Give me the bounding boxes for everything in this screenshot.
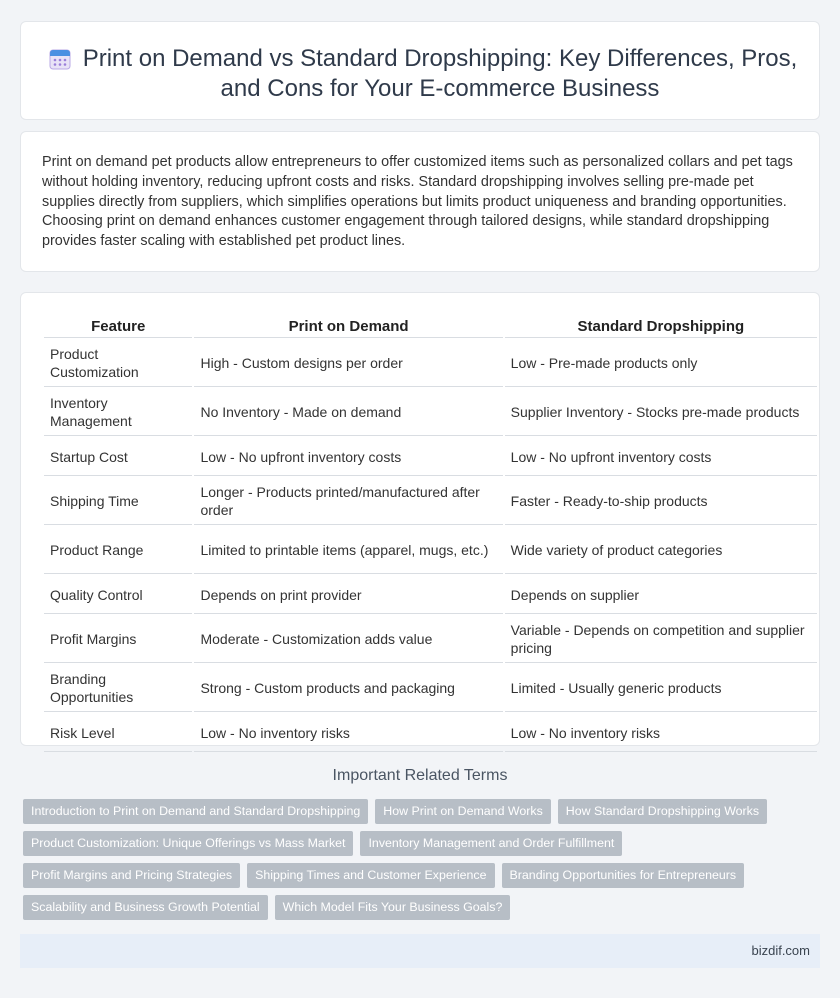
pod-cell: Moderate - Customization adds value (194, 616, 502, 663)
dropship-cell: Supplier Inventory - Stocks pre-made products (505, 389, 817, 436)
title-wrap (21, 44, 819, 104)
dropship-cell: Low - No inventory risks (505, 714, 817, 752)
pod-cell: Strong - Custom products and packaging (194, 665, 502, 712)
related-term-link[interactable]: Scalability and Business Growth Potential (23, 895, 268, 920)
table-row (44, 527, 817, 574)
pod-cell: No Inventory - Made on demand (194, 389, 502, 436)
header-feature: Feature (44, 316, 192, 338)
pod-cell: High - Custom designs per order (194, 340, 502, 387)
related-term-link[interactable]: Inventory Management and Order Fulfillment (360, 831, 622, 856)
dropship-cell: Limited - Usually generic products (505, 665, 817, 712)
pod-cell: Longer - Products printed/manufactured after order (194, 478, 502, 525)
table-row (44, 714, 817, 752)
dropship-cell: Faster - Ready-to-ship products (505, 478, 817, 525)
table-row (44, 478, 817, 525)
feature-cell: Branding Opportunities (44, 665, 192, 712)
related-term-link[interactable]: Which Model Fits Your Business Goals? (275, 895, 511, 920)
related-term-link[interactable]: Profit Margins and Pricing Strategies (23, 863, 240, 888)
feature-cell: Inventory Management (44, 389, 192, 436)
dropship-cell: Low - Pre-made products only (505, 340, 817, 387)
feature-cell: Product Customization (44, 340, 192, 387)
related-term-link[interactable]: Product Customization: Unique Offerings vs Mass Market (23, 831, 353, 856)
comparison-table (42, 314, 819, 754)
dropship-cell: Low - No upfront inventory costs (505, 438, 817, 476)
related-term-link[interactable]: How Print on Demand Works (375, 799, 551, 824)
table-row (44, 576, 817, 614)
pod-cell: Depends on print provider (194, 576, 502, 614)
footer-site-link[interactable]: bizdif.com (751, 943, 810, 958)
feature-cell: Startup Cost (44, 438, 192, 476)
related-term-link[interactable]: Shipping Times and Customer Experience (247, 863, 494, 888)
pod-cell: Limited to printable items (apparel, mugs, etc.) (194, 527, 502, 574)
dropship-cell: Wide variety of product categories (505, 527, 817, 574)
related-terms-list (23, 799, 803, 927)
related-term-link[interactable]: Branding Opportunities for Entrepreneurs (502, 863, 745, 888)
table-header-row (44, 316, 817, 338)
table-row (44, 665, 817, 712)
table-row (44, 340, 817, 387)
header-standard-dropshipping: Standard Dropshipping (505, 316, 817, 338)
comparison-card (20, 292, 820, 746)
feature-cell: Shipping Time (44, 478, 192, 525)
related-term-link[interactable]: How Standard Dropshipping Works (558, 799, 767, 824)
footer (20, 934, 820, 968)
dropship-cell: Depends on supplier (505, 576, 817, 614)
header-card (20, 21, 820, 120)
feature-cell: Product Range (44, 527, 192, 574)
pod-cell: Low - No upfront inventory costs (194, 438, 502, 476)
related-terms-title: Important Related Terms (332, 767, 508, 784)
page-title: Print on Demand vs Standard Dropshipping: Key Differences, Pros, and Cons for Your E-commerce Business (82, 45, 798, 102)
feature-cell: Profit Margins (44, 616, 192, 663)
table-row (44, 389, 817, 436)
related-term-link[interactable]: Introduction to Print on Demand and Standard Dropshipping (23, 799, 368, 824)
dropship-cell: Variable - Depends on competition and supplier pricing (505, 616, 817, 663)
pod-cell: Low - No inventory risks (194, 714, 502, 752)
intro-paragraph: Print on demand pet products allow entrepreneurs to offer customized items such as personalized collars and pet tags without holding inventory, reducing upfront costs and risks. Standard dropshipping involves selling pre-made pet supplies directly from suppliers, which simplifies operations but limits product uniqueness and branding opportunities. Choosing print on demand enhances customer engagement through tailored designs, while standard dropshipping provides faster scaling with established pet product lines. (42, 154, 793, 250)
table-row (44, 438, 817, 476)
feature-cell: Risk Level (44, 714, 192, 752)
intro-card (20, 131, 820, 272)
header-print-on-demand: Print on Demand (194, 316, 502, 338)
feature-cell: Quality Control (44, 576, 192, 614)
table-row (44, 616, 817, 663)
